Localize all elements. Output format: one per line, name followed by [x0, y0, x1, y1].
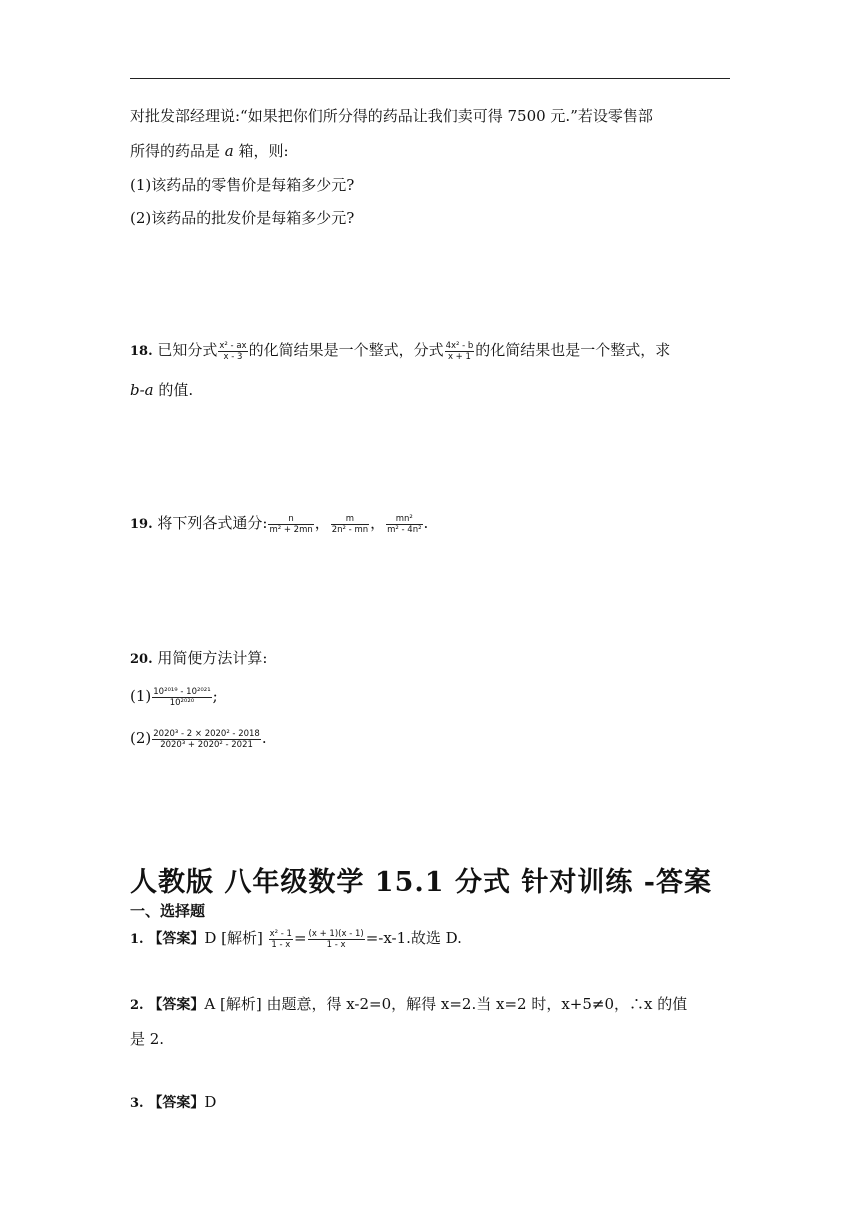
q17-sub-1: (1)该药品的零售价是每箱多少元? [130, 176, 355, 194]
answer-2-line-1: 2. 【答案】A [解析] 由题意，得 x-2=0，解得 x=2.当 x=2 时，x+5≠0，∴x 的值 [130, 995, 688, 1013]
q20-part-1: (1) $\frac{\text{10²⁰¹⁹ - 10²⁰²¹}}{\text{10²⁰²⁰}}$ ; [130, 686, 218, 708]
answers-title: 人教版 八年级数学 15.1 分式 针对训练 -答案 [130, 867, 712, 898]
q17-sub-2: (2)该药品的批发价是每箱多少元? [130, 209, 355, 227]
q18-number: 18. [130, 344, 153, 359]
q20-part-2: (2) $\frac{\text{2020³ - 2 × 2020² - 2018}}{\text{2020³ + 2020² - 2021}}$ . [130, 728, 267, 750]
q19-fraction-2: $\frac{m}{\text{2n² - mn}}$ [331, 513, 369, 535]
section-heading: 一、选择题 [130, 902, 206, 920]
header-rule [130, 78, 730, 79]
q20-fraction-1: $\frac{\text{10²⁰¹⁹ - 10²⁰²¹}}{\text{10²⁰²⁰}}$ [153, 686, 211, 708]
answer-1-fraction-2: $\frac{(x + 1)(x - 1)}{1 - x}$ [308, 928, 364, 950]
q18-fraction-2: $\frac{\text{4x² - b}}{x + 1}$ [445, 340, 474, 362]
answer-1: 1. 【答案】D [解析] $\frac{\text{x² - 1}}{1 - x}$ = $\frac{(x + 1)(x - 1)}{1 - x}$ =-x-1.故选 D. [130, 928, 462, 950]
q18-fraction-1: $\frac{\text{x² - ax}}{x - 3}$ [219, 340, 247, 362]
q19-number: 19. [130, 517, 153, 532]
q18-line-1: 18. 已知分式 $\frac{\text{x² - ax}}{x - 3}$ 的化简结果是一个整式，分式 $\frac{\text{4x² - b}}{x + 1}$ 的化简结果也是一个整式，求 [130, 340, 671, 362]
q20-fraction-2: $\frac{\text{2020³ - 2 × 2020² - 2018}}{\text{2020³ + 2020² - 2021}}$ [153, 728, 260, 750]
answer-1-fraction-1: $\frac{\text{x² - 1}}{1 - x}$ [269, 928, 292, 950]
q19-line: 19. 将下列各式通分: $\frac{n}{\text{m² + 2mn}}$ ， $\frac{m}{\text{2n² - mn}}$ ， $\frac{\text{mn²}}{\text{m² - 4n²}}$ . [130, 513, 429, 535]
answer-2-line-2: 是 2. [130, 1030, 165, 1048]
q19-fraction-3: $\frac{\text{mn²}}{\text{m² - 4n²}}$ [387, 513, 422, 535]
q17-line-2: 所得的药品是 a 箱，则: [130, 142, 289, 160]
q19-fraction-1: $\frac{n}{\text{m² + 2mn}}$ [269, 513, 313, 535]
q20-line: 20. 用简便方法计算: [130, 649, 268, 667]
answer-3: 3. 【答案】D [130, 1093, 217, 1111]
q20-number: 20. [130, 652, 153, 667]
q17-line-1: 对批发部经理说:“如果把你们所分得的药品让我们卖可得 7500 元.”若设零售部 [130, 107, 653, 125]
q18-line-2: b-a 的值. [130, 381, 194, 399]
